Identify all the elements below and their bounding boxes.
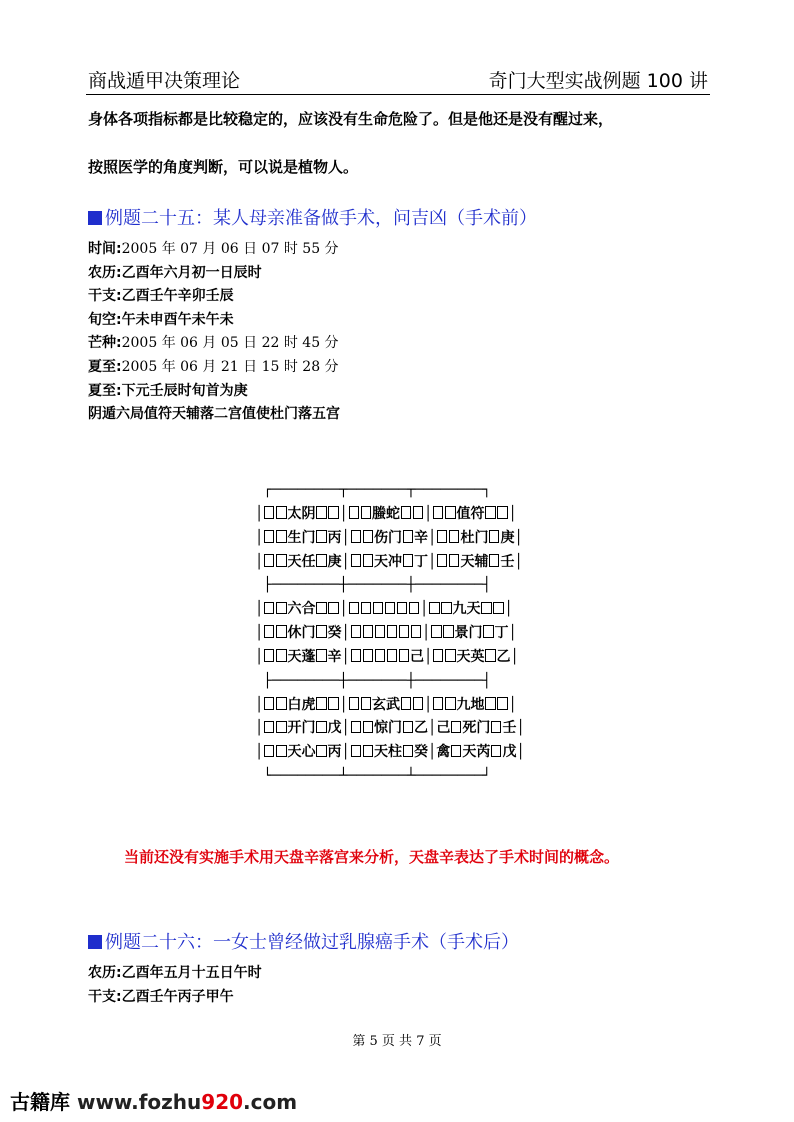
example25-info [88, 238, 340, 427]
example26-heading [88, 928, 519, 954]
info-row-xiazhi [88, 356, 340, 380]
grid-line: │ 休门 癸│ │ 景门 丁│ [255, 625, 517, 642]
info-label: 干支: [88, 988, 122, 1005]
info-value: 乙酉年六月初一日辰时 [121, 264, 262, 281]
info-label: 夏至: [88, 358, 122, 375]
qimen-chart-grid [255, 479, 525, 789]
example25-heading [88, 204, 537, 230]
info-value: 阴遁六局值符天辅落二宫值使杜门落五宫 [88, 406, 340, 423]
info-label: 农历: [88, 264, 122, 281]
info-row-time [88, 238, 340, 262]
info-row-lunar [88, 962, 262, 986]
grid-line: │ 天蓬 辛│ 己│ 天英 乙│ [255, 648, 519, 665]
grid-line: │ 六合 │ │ 九天 │ [255, 601, 513, 618]
info-row-lunar [88, 262, 340, 286]
info-row-ganzhi [88, 285, 340, 309]
info-label: 芒种: [88, 335, 122, 352]
info-value: 下元壬辰时旬首为庚 [121, 382, 248, 399]
info-value: 午未申酉午未午未 [121, 311, 234, 328]
info-value: 2005 年 07 月 06 日 07 时 55 分 [121, 241, 339, 257]
footer-brand: 古籍库 [10, 1090, 70, 1114]
paragraph-2: 按照医学的角度判断，可以说是植物人。 [88, 158, 359, 176]
paragraph-1: 身体各项指标都是比较稳定的，应该没有生命危险了。但是他还是没有醒过来， [88, 110, 614, 128]
info-value: 2005 年 06 月 05 日 22 时 45 分 [121, 335, 339, 352]
example26-title: 例题二十六：一女士曾经做过乳腺癌手术（手术后） [105, 932, 519, 953]
grid-line: └────────┴───────┴────────┘ [255, 768, 492, 785]
grid-line: │ 天任 庚│ 天冲 丁│ 天辅 壬│ [255, 553, 523, 570]
info-label: 干支: [88, 288, 122, 305]
example26-info [88, 962, 262, 1009]
example25-title: 例题二十五：某人母亲准备做手术，问吉凶（手术前） [105, 208, 537, 229]
info-label: 夏至: [88, 382, 122, 399]
grid-line: ┌────────┬───────┬────────┐ [255, 482, 492, 498]
info-row-ju [88, 403, 340, 427]
info-value: 乙酉壬午辛卯壬辰 [121, 288, 234, 305]
info-value: 乙酉年五月十五日午时 [121, 965, 262, 981]
grid-line: ├────────┼───────┼────────┤ [255, 672, 492, 689]
square-bullet-icon [88, 935, 102, 949]
square-bullet-icon [88, 211, 102, 225]
info-label: 时间: [88, 241, 122, 257]
grid-line: │ 生门 丙│ 伤门 辛│ 杜门 庚│ [255, 529, 523, 546]
info-value: 乙酉壬午丙子甲午 [121, 988, 234, 1005]
header-title-left: 商战遁甲决策理论 [88, 70, 241, 92]
info-row-xiazhi-yuan [88, 380, 340, 404]
analysis-note: 当前还没有实施手术用天盘辛落宫来分析，天盘辛表达了手术时间的概念。 [124, 848, 620, 866]
header-title-right: 奇门大型实战例题 100 讲 [488, 70, 708, 92]
info-label: 旬空: [88, 311, 122, 328]
site-suffix: .com [243, 1090, 298, 1114]
grid-line: │ 开门 戊│ 惊门 乙│己 死门 壬│ [255, 720, 525, 737]
footer-site-link[interactable] [77, 1090, 297, 1114]
header-divider [86, 94, 710, 95]
grid-line: │ 白虎 │ 玄武 │ 九地 │ [255, 696, 517, 713]
info-value: 2005 年 06 月 21 日 15 时 28 分 [121, 358, 339, 375]
grid-line: ├────────┼───────┼────────┤ [255, 577, 492, 594]
footer-watermark [10, 1086, 297, 1115]
info-row-mangzhong [88, 332, 340, 356]
grid-line: │ 天心 丙│ 天柱 癸│禽 天芮 戊│ [255, 744, 525, 761]
site-number: 920 [201, 1090, 244, 1114]
grid-line: │ 太阴 │ 螣蛇 │ 值符 │ [255, 505, 517, 522]
info-row-xunkong [88, 309, 340, 333]
info-row-ganzhi [88, 986, 262, 1010]
page-number: 第 5 页 共 7 页 [352, 1034, 442, 1049]
info-label: 农历: [88, 965, 122, 981]
site-prefix: www.fozhu [76, 1090, 202, 1114]
